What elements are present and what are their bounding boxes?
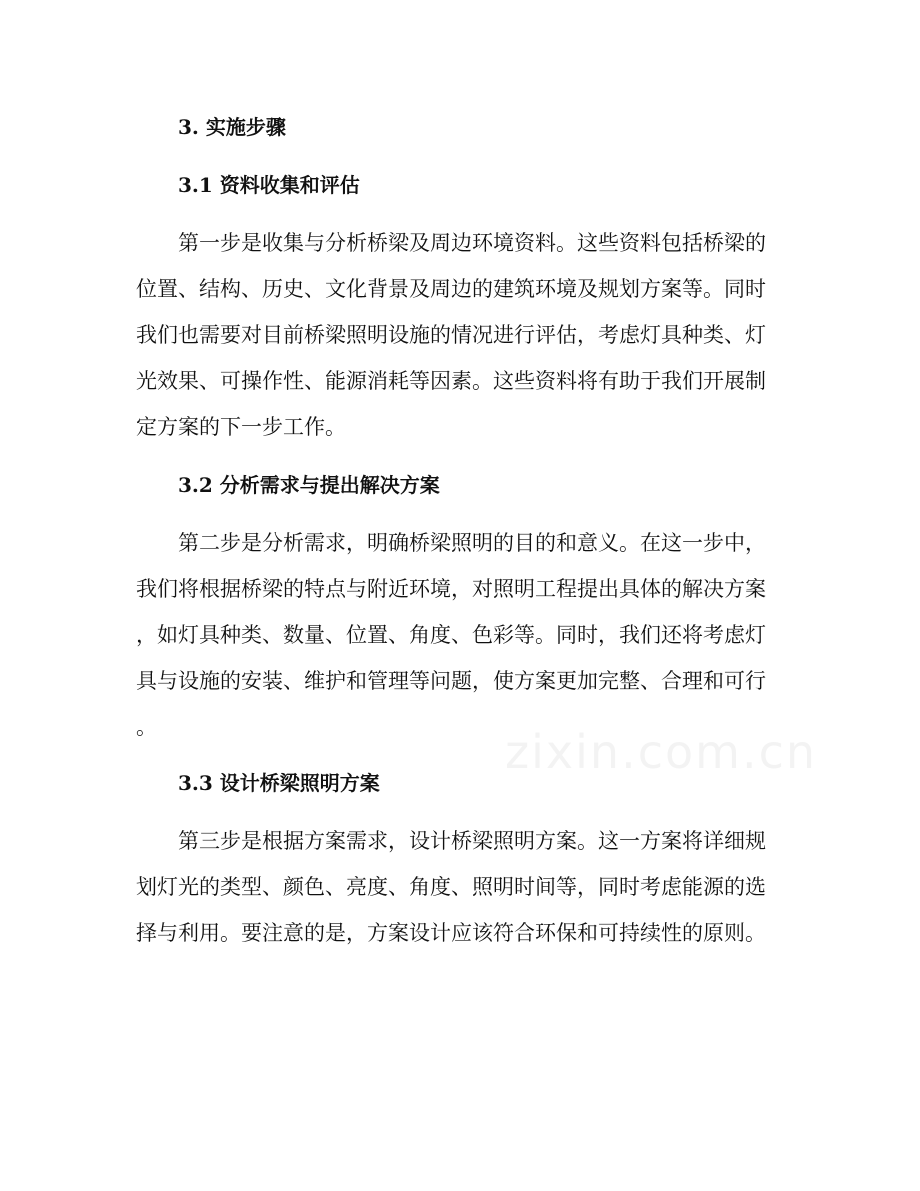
paragraph-line: 具与设施的安装、维护和管理等问题，使方案更加完整、合理和可行 bbox=[136, 669, 766, 693]
paragraph-line: 第三步是根据方案需求，设计桥梁照明方案。这一方案将详细规 bbox=[178, 829, 766, 853]
paragraph-line: 定方案的下一步工作。 bbox=[136, 415, 346, 439]
paragraph-line: ，如灯具种类、数量、位置、角度、色彩等。同时，我们还将考虑灯 bbox=[136, 623, 766, 647]
paragraph-line: 第二步是分析需求，明确桥梁照明的目的和意义。在这一步中， bbox=[178, 531, 766, 555]
paragraph-line: 位置、结构、历史、文化背景及周边的建筑环境及规划方案等。同时 bbox=[136, 277, 766, 301]
paragraph-line: 第一步是收集与分析桥梁及周边环境资料。这些资料包括桥梁的 bbox=[178, 231, 766, 255]
paragraph-line: 我们也需要对目前桥梁照明设施的情况进行评估，考虑灯具种类、灯 bbox=[136, 323, 766, 347]
paragraph-3-3 bbox=[136, 818, 776, 956]
paragraph-line: 择与利用。要注意的是，方案设计应该符合环保和可持续性的原则。 bbox=[136, 921, 766, 945]
paragraph-line: 光效果、可操作性、能源消耗等因素。这些资料将有助于我们开展制 bbox=[136, 369, 766, 393]
paragraph-line: 。 bbox=[136, 715, 157, 739]
watermark: zixin.com.cn bbox=[505, 725, 818, 779]
paragraph-line: 划灯光的类型、颜色、亮度、角度、照明时间等，同时考虑能源的选 bbox=[136, 875, 766, 899]
subsection-heading-3-2: 3.2 分析需求与提出解决方案 bbox=[178, 473, 440, 497]
paragraph-line: 我们将根据桥梁的特点与附近环境，对照明工程提出具体的解决方案 bbox=[136, 577, 766, 601]
paragraph-3-2 bbox=[136, 520, 776, 750]
subsection-heading-3-3: 3.3 设计桥梁照明方案 bbox=[178, 771, 380, 795]
section-title: 3. 实施步骤 bbox=[178, 115, 286, 139]
paragraph-3-1 bbox=[136, 220, 776, 450]
subsection-heading-3-1: 3.1 资料收集和评估 bbox=[178, 173, 360, 197]
